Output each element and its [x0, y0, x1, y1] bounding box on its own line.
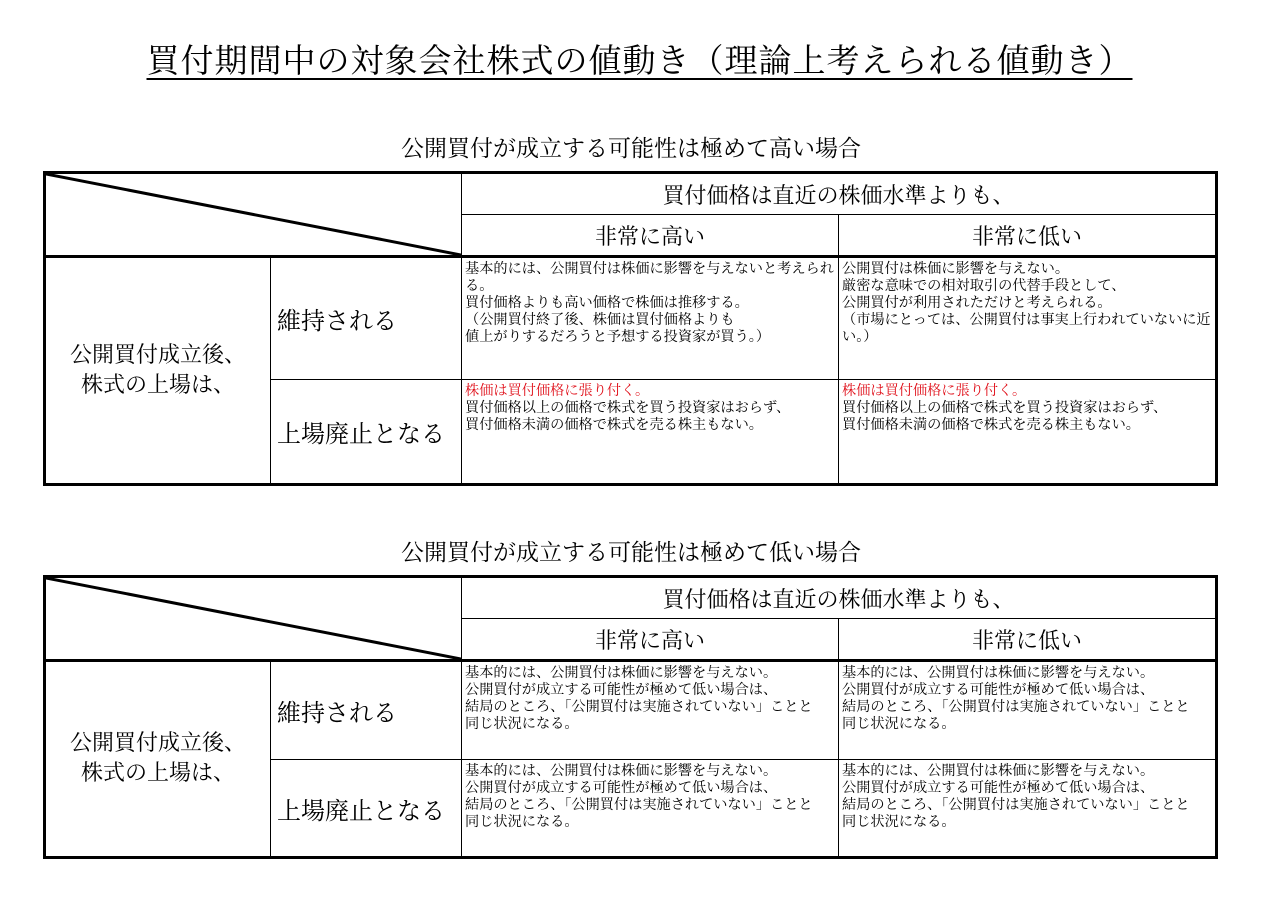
- column-header-high: 非常に高い: [462, 619, 839, 661]
- price-header: 買付価格は直近の株価水準よりも、: [462, 173, 1217, 215]
- column-header-low: 非常に低い: [839, 215, 1217, 257]
- cell-maintained-high: 基本的には、公開買付は株価に影響を与えないと考えられる。 買付価格よりも高い価格で株価は推移する。 （公開買付終了後、株価は買付価格よりも 値上がりするだろうと予想する投資家が買う。）: [462, 257, 839, 380]
- cell-delisted-low: 基本的には、公開買付は株価に影響を与えない。 公開買付が成立する可能性が極めて低い場合は、 結局のところ、「公開買付は実施されていない」ことと 同じ状況になる。: [839, 760, 1217, 858]
- cell-maintained-low: 公開買付は株価に影響を与えない。 厳密な意味での相対取引の代替手段として、 公開買付が利用されただけと考えられる。 （市場にとっては、公開買付は事実上行われていないに近い。）: [839, 257, 1217, 380]
- highlight-text: 株価は買付価格に張り付く。: [465, 383, 650, 399]
- page-title: 買付期間中の対象会社株式の値動き（理論上考えられる値動き）: [146, 41, 1133, 80]
- table-high-probability: [43, 171, 1218, 486]
- row-label-delisted: 上場廃止となる: [271, 760, 462, 858]
- row-group-label: 公開買付成立後、 株式の上場は、: [45, 661, 271, 858]
- section-heading-low-probability: 公開買付が成立する可能性は極めて低い場合: [401, 540, 861, 566]
- cell-maintained-low: 基本的には、公開買付は株価に影響を与えない。 公開買付が成立する可能性が極めて低い場合は、 結局のところ、「公開買付は実施されていない」ことと 同じ状況になる。: [839, 661, 1217, 760]
- section-heading-high-probability: 公開買付が成立する可能性は極めて高い場合: [401, 136, 861, 162]
- cell-delisted-high: 基本的には、公開買付は株価に影響を与えない。 公開買付が成立する可能性が極めて低い場合は、 結局のところ、「公開買付は実施されていない」ことと 同じ状況になる。: [462, 760, 839, 858]
- column-header-low: 非常に低い: [839, 619, 1217, 661]
- row-group-label: 公開買付成立後、 株式の上場は、: [45, 257, 271, 485]
- row-label-maintained: 維持される: [271, 257, 462, 380]
- column-header-high: 非常に高い: [462, 215, 839, 257]
- cell-delisted-high: 株価は買付価格に張り付く。 買付価格以上の価格で株式を買う投資家はおらず、 買付価格未満の価格で株式を売る株主もない。: [462, 380, 839, 485]
- row-label-delisted: 上場廃止となる: [271, 380, 462, 485]
- diagonal-line: [46, 174, 461, 255]
- row-label-maintained: 維持される: [271, 661, 462, 760]
- diagonal-corner-cell: [45, 577, 462, 661]
- price-header: 買付価格は直近の株価水準よりも、: [462, 577, 1217, 619]
- cell-delisted-low: 株価は買付価格に張り付く。 買付価格以上の価格で株式を買う投資家はおらず、 買付価格未満の価格で株式を売る株主もない。: [839, 380, 1217, 485]
- cell-maintained-high: 基本的には、公開買付は株価に影響を与えない。 公開買付が成立する可能性が極めて低い場合は、 結局のところ、「公開買付は実施されていない」ことと 同じ状況になる。: [462, 661, 839, 760]
- highlight-text: 株価は買付価格に張り付く。: [842, 383, 1027, 399]
- diagonal-corner-cell: [45, 173, 462, 257]
- table-low-probability: [43, 575, 1218, 859]
- diagonal-line: [46, 578, 461, 659]
